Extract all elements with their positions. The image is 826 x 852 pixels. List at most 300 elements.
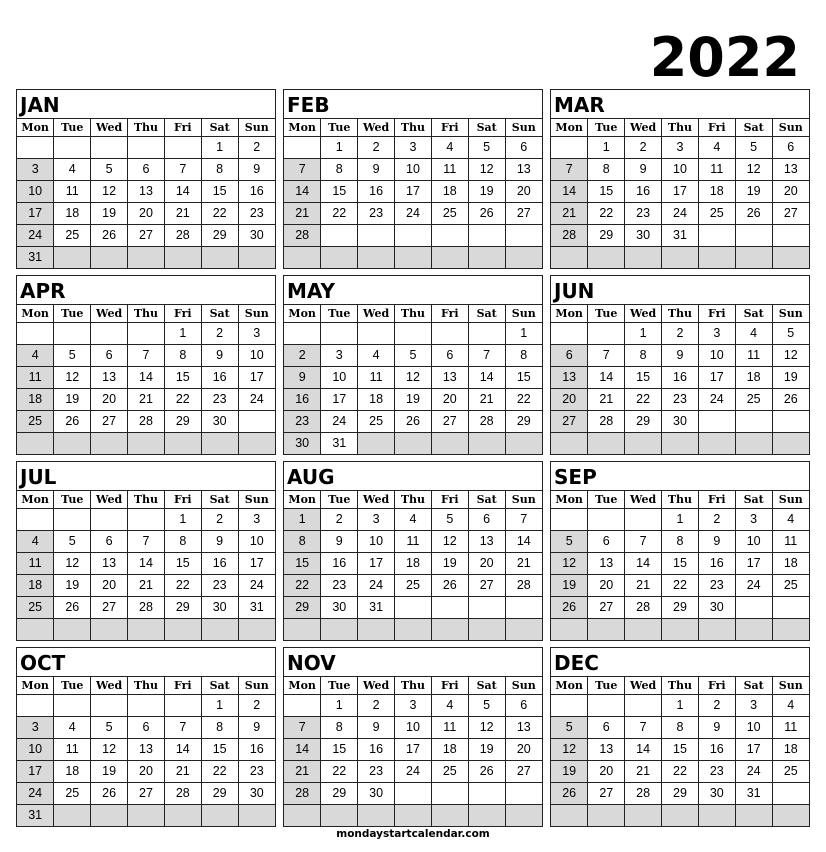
week-row — [284, 411, 542, 433]
day-cell: 28 — [284, 225, 321, 247]
weekday-header: Fri — [164, 305, 201, 323]
day-cell: 27 — [128, 783, 165, 805]
day-cell: 5 — [54, 345, 91, 367]
weekday-header: Thu — [662, 119, 699, 137]
day-cell: 10 — [238, 531, 275, 553]
day-cell: 24 — [698, 389, 735, 411]
day-cell: 27 — [588, 597, 625, 619]
day-cell: 15 — [201, 181, 238, 203]
week-row — [284, 509, 542, 531]
day-cell: 1 — [588, 137, 625, 159]
weekday-header: Sun — [238, 491, 275, 509]
day-cell: 23 — [238, 761, 275, 783]
weekday-header: Thu — [662, 677, 699, 695]
day-cell: 14 — [505, 531, 542, 553]
week-row — [17, 411, 275, 433]
day-cell: 24 — [395, 761, 432, 783]
empty-cell — [164, 805, 201, 827]
empty-cell — [505, 619, 542, 641]
empty-cell — [588, 805, 625, 827]
day-cell: 12 — [772, 345, 809, 367]
day-cell: 12 — [395, 367, 432, 389]
week-row — [284, 619, 542, 641]
day-cell: 18 — [735, 367, 772, 389]
empty-cell — [91, 695, 128, 717]
day-cell: 19 — [772, 367, 809, 389]
day-cell: 28 — [505, 575, 542, 597]
day-cell: 19 — [91, 203, 128, 225]
day-cell: 4 — [772, 509, 809, 531]
empty-cell — [431, 247, 468, 269]
day-cell: 21 — [588, 389, 625, 411]
month-jan — [16, 89, 276, 269]
weekday-header: Mon — [284, 119, 321, 137]
day-cell: 19 — [468, 739, 505, 761]
day-cell: 15 — [588, 181, 625, 203]
empty-cell — [17, 323, 54, 345]
weekday-header: Mon — [551, 491, 588, 509]
empty-cell — [128, 805, 165, 827]
day-cell: 7 — [625, 531, 662, 553]
week-row — [284, 159, 542, 181]
day-cell: 30 — [201, 597, 238, 619]
week-row — [17, 805, 275, 827]
day-cell: 28 — [128, 411, 165, 433]
empty-cell — [164, 247, 201, 269]
empty-cell — [551, 619, 588, 641]
day-cell: 17 — [735, 739, 772, 761]
weekday-header: Sat — [735, 119, 772, 137]
day-cell: 14 — [128, 553, 165, 575]
day-cell: 5 — [395, 345, 432, 367]
empty-cell — [588, 433, 625, 455]
weekday-header: Tue — [588, 491, 625, 509]
day-cell: 22 — [662, 575, 699, 597]
weekday-header: Thu — [128, 119, 165, 137]
weekday-header: Wed — [358, 119, 395, 137]
day-cell: 4 — [431, 695, 468, 717]
day-cell: 20 — [128, 203, 165, 225]
day-cell: 4 — [395, 509, 432, 531]
week-row — [551, 805, 809, 827]
day-cell: 20 — [551, 389, 588, 411]
empty-cell — [735, 411, 772, 433]
day-cell: 29 — [164, 411, 201, 433]
day-cell: 17 — [321, 389, 358, 411]
week-row — [17, 203, 275, 225]
weekday-header: Mon — [17, 305, 54, 323]
day-cell: 9 — [201, 531, 238, 553]
month-jun — [550, 275, 810, 455]
empty-cell — [395, 783, 432, 805]
empty-cell — [662, 433, 699, 455]
day-cell: 31 — [238, 597, 275, 619]
week-row — [17, 389, 275, 411]
week-row — [284, 783, 542, 805]
empty-cell — [625, 695, 662, 717]
weekday-header: Fri — [431, 305, 468, 323]
empty-cell — [468, 433, 505, 455]
week-row — [17, 531, 275, 553]
empty-cell — [468, 619, 505, 641]
day-cell: 8 — [588, 159, 625, 181]
day-cell: 16 — [358, 739, 395, 761]
day-cell: 28 — [284, 783, 321, 805]
empty-cell — [395, 805, 432, 827]
weekday-header: Wed — [91, 491, 128, 509]
empty-cell — [551, 695, 588, 717]
week-row — [284, 203, 542, 225]
weekday-header: Thu — [128, 491, 165, 509]
day-cell: 10 — [735, 531, 772, 553]
day-cell: 18 — [54, 203, 91, 225]
day-cell: 13 — [588, 553, 625, 575]
empty-cell — [321, 805, 358, 827]
empty-cell — [128, 695, 165, 717]
day-cell: 31 — [358, 597, 395, 619]
week-row — [17, 553, 275, 575]
empty-cell — [395, 597, 432, 619]
empty-cell — [238, 411, 275, 433]
day-cell: 2 — [698, 509, 735, 531]
weekday-header: Mon — [551, 677, 588, 695]
empty-cell — [772, 805, 809, 827]
day-cell: 15 — [662, 739, 699, 761]
day-cell: 6 — [468, 509, 505, 531]
weekday-header: Sat — [201, 491, 238, 509]
day-cell: 13 — [588, 739, 625, 761]
day-cell: 8 — [201, 159, 238, 181]
week-row — [17, 137, 275, 159]
day-cell: 9 — [201, 345, 238, 367]
day-cell: 28 — [551, 225, 588, 247]
week-row — [284, 597, 542, 619]
weekday-header: Sun — [238, 677, 275, 695]
day-cell: 18 — [17, 389, 54, 411]
day-cell: 22 — [662, 761, 699, 783]
day-cell: 9 — [238, 159, 275, 181]
empty-cell — [201, 805, 238, 827]
day-cell: 4 — [698, 137, 735, 159]
empty-cell — [505, 247, 542, 269]
day-cell: 10 — [395, 717, 432, 739]
weekday-header: Tue — [321, 677, 358, 695]
day-cell: 23 — [284, 411, 321, 433]
day-cell: 21 — [468, 389, 505, 411]
week-row — [17, 181, 275, 203]
weekday-header: Sat — [201, 119, 238, 137]
day-cell: 14 — [284, 181, 321, 203]
day-cell: 10 — [698, 345, 735, 367]
day-cell: 27 — [91, 597, 128, 619]
weekday-header: Tue — [588, 677, 625, 695]
day-cell: 11 — [698, 159, 735, 181]
empty-cell — [284, 805, 321, 827]
day-cell: 13 — [431, 367, 468, 389]
empty-cell — [505, 225, 542, 247]
week-row — [17, 761, 275, 783]
day-cell: 20 — [91, 389, 128, 411]
empty-cell — [772, 597, 809, 619]
empty-cell — [17, 509, 54, 531]
day-cell: 9 — [321, 531, 358, 553]
day-cell: 1 — [284, 509, 321, 531]
week-row — [17, 367, 275, 389]
month-sep — [550, 461, 810, 641]
day-cell: 18 — [431, 181, 468, 203]
empty-cell — [551, 247, 588, 269]
day-cell: 2 — [698, 695, 735, 717]
day-cell: 28 — [588, 411, 625, 433]
empty-cell — [358, 619, 395, 641]
empty-cell — [17, 433, 54, 455]
day-cell: 6 — [588, 717, 625, 739]
weekday-header: Tue — [54, 305, 91, 323]
day-cell: 30 — [321, 597, 358, 619]
month-table — [17, 119, 275, 268]
month-feb — [283, 89, 543, 269]
month-name: JUL — [17, 462, 275, 491]
empty-cell — [551, 137, 588, 159]
day-cell: 10 — [17, 181, 54, 203]
day-cell: 8 — [321, 159, 358, 181]
month-name: SEP — [551, 462, 809, 491]
day-cell: 25 — [431, 203, 468, 225]
day-cell: 12 — [54, 367, 91, 389]
week-row — [551, 203, 809, 225]
month-name: AUG — [284, 462, 542, 491]
day-cell: 14 — [625, 739, 662, 761]
weekday-header: Wed — [625, 491, 662, 509]
empty-cell — [395, 247, 432, 269]
empty-cell — [54, 433, 91, 455]
day-cell: 12 — [91, 181, 128, 203]
weekday-header: Mon — [17, 677, 54, 695]
empty-cell — [735, 247, 772, 269]
empty-cell — [772, 225, 809, 247]
empty-cell — [201, 433, 238, 455]
weekday-header: Thu — [395, 677, 432, 695]
empty-cell — [735, 619, 772, 641]
day-cell: 5 — [91, 159, 128, 181]
month-name: JUN — [551, 276, 809, 305]
day-cell: 2 — [238, 137, 275, 159]
empty-cell — [588, 323, 625, 345]
week-row — [284, 345, 542, 367]
day-cell: 26 — [551, 783, 588, 805]
weekday-header: Sun — [772, 119, 809, 137]
day-cell: 8 — [164, 531, 201, 553]
day-cell: 2 — [238, 695, 275, 717]
day-cell: 16 — [321, 553, 358, 575]
day-cell: 5 — [772, 323, 809, 345]
weekday-header: Tue — [321, 305, 358, 323]
empty-cell — [321, 247, 358, 269]
empty-cell — [625, 433, 662, 455]
empty-cell — [468, 597, 505, 619]
day-cell: 14 — [128, 367, 165, 389]
day-cell: 25 — [17, 597, 54, 619]
week-row — [551, 181, 809, 203]
day-cell: 10 — [17, 739, 54, 761]
month-table — [284, 305, 542, 454]
day-cell: 26 — [91, 783, 128, 805]
empty-cell — [698, 619, 735, 641]
day-cell: 18 — [395, 553, 432, 575]
week-row — [551, 509, 809, 531]
week-row — [17, 575, 275, 597]
day-cell: 1 — [321, 695, 358, 717]
day-cell: 25 — [54, 783, 91, 805]
day-cell: 27 — [91, 411, 128, 433]
day-cell: 30 — [662, 411, 699, 433]
day-cell: 12 — [551, 739, 588, 761]
day-cell: 24 — [662, 203, 699, 225]
week-row — [17, 433, 275, 455]
month-name: DEC — [551, 648, 809, 677]
day-cell: 1 — [201, 695, 238, 717]
day-cell: 7 — [164, 717, 201, 739]
empty-cell — [468, 323, 505, 345]
weekday-header: Sat — [735, 491, 772, 509]
weekday-header: Tue — [588, 305, 625, 323]
day-cell: 5 — [551, 531, 588, 553]
week-row — [17, 597, 275, 619]
day-cell: 7 — [505, 509, 542, 531]
day-cell: 3 — [17, 717, 54, 739]
day-cell: 4 — [431, 137, 468, 159]
week-row — [17, 695, 275, 717]
day-cell: 16 — [201, 553, 238, 575]
day-cell: 26 — [395, 411, 432, 433]
week-row — [551, 323, 809, 345]
day-cell: 1 — [321, 137, 358, 159]
year-title: 2022 — [649, 26, 800, 89]
day-cell: 12 — [54, 553, 91, 575]
day-cell: 22 — [201, 203, 238, 225]
day-cell: 26 — [91, 225, 128, 247]
empty-cell — [431, 597, 468, 619]
week-row — [17, 739, 275, 761]
month-name: NOV — [284, 648, 542, 677]
day-cell: 13 — [91, 553, 128, 575]
empty-cell — [551, 433, 588, 455]
weekday-header: Fri — [164, 119, 201, 137]
empty-cell — [17, 619, 54, 641]
day-cell: 18 — [772, 553, 809, 575]
week-row — [551, 619, 809, 641]
month-table — [551, 119, 809, 268]
week-row — [551, 597, 809, 619]
day-cell: 14 — [164, 739, 201, 761]
empty-cell — [358, 247, 395, 269]
week-row — [551, 761, 809, 783]
week-row — [17, 247, 275, 269]
day-cell: 31 — [17, 247, 54, 269]
empty-cell — [735, 805, 772, 827]
month-table — [551, 305, 809, 454]
day-cell: 11 — [431, 717, 468, 739]
day-cell: 7 — [588, 345, 625, 367]
month-table — [17, 677, 275, 826]
day-cell: 11 — [54, 739, 91, 761]
empty-cell — [468, 783, 505, 805]
day-cell: 23 — [201, 575, 238, 597]
day-cell: 13 — [91, 367, 128, 389]
empty-cell — [625, 619, 662, 641]
week-row — [551, 367, 809, 389]
week-row — [284, 575, 542, 597]
empty-cell — [431, 433, 468, 455]
day-cell: 1 — [201, 137, 238, 159]
empty-cell — [551, 805, 588, 827]
week-row — [551, 575, 809, 597]
day-cell: 22 — [321, 761, 358, 783]
day-cell: 16 — [238, 181, 275, 203]
weekday-header: Mon — [284, 677, 321, 695]
month-name: MAR — [551, 90, 809, 119]
day-cell: 15 — [662, 553, 699, 575]
week-row — [551, 389, 809, 411]
day-cell: 30 — [284, 433, 321, 455]
day-cell: 24 — [358, 575, 395, 597]
month-jul — [16, 461, 276, 641]
day-cell: 8 — [625, 345, 662, 367]
day-cell: 6 — [128, 159, 165, 181]
weekday-header: Thu — [395, 305, 432, 323]
day-cell: 2 — [358, 695, 395, 717]
month-aug — [283, 461, 543, 641]
day-cell: 20 — [588, 575, 625, 597]
empty-cell — [698, 225, 735, 247]
day-cell: 4 — [17, 531, 54, 553]
day-cell: 20 — [772, 181, 809, 203]
day-cell: 11 — [735, 345, 772, 367]
week-row — [284, 367, 542, 389]
day-cell: 20 — [431, 389, 468, 411]
empty-cell — [735, 597, 772, 619]
weekday-header: Tue — [54, 119, 91, 137]
day-cell: 15 — [625, 367, 662, 389]
day-cell: 17 — [17, 761, 54, 783]
day-cell: 8 — [662, 531, 699, 553]
day-cell: 23 — [698, 575, 735, 597]
week-row — [17, 783, 275, 805]
day-cell: 20 — [588, 761, 625, 783]
day-cell: 7 — [551, 159, 588, 181]
day-cell: 17 — [735, 553, 772, 575]
weekday-header: Sun — [505, 677, 542, 695]
empty-cell — [284, 619, 321, 641]
day-cell: 26 — [735, 203, 772, 225]
empty-cell — [698, 411, 735, 433]
empty-cell — [468, 247, 505, 269]
empty-cell — [625, 247, 662, 269]
weekday-header: Sun — [772, 491, 809, 509]
weekday-header: Mon — [551, 305, 588, 323]
weekday-header: Tue — [588, 119, 625, 137]
weekday-header: Wed — [625, 677, 662, 695]
day-cell: 23 — [662, 389, 699, 411]
empty-cell — [772, 433, 809, 455]
weekday-header: Tue — [54, 677, 91, 695]
day-cell: 20 — [468, 553, 505, 575]
day-cell: 10 — [321, 367, 358, 389]
week-row — [284, 137, 542, 159]
day-cell: 29 — [588, 225, 625, 247]
day-cell: 18 — [772, 739, 809, 761]
day-cell: 27 — [468, 575, 505, 597]
